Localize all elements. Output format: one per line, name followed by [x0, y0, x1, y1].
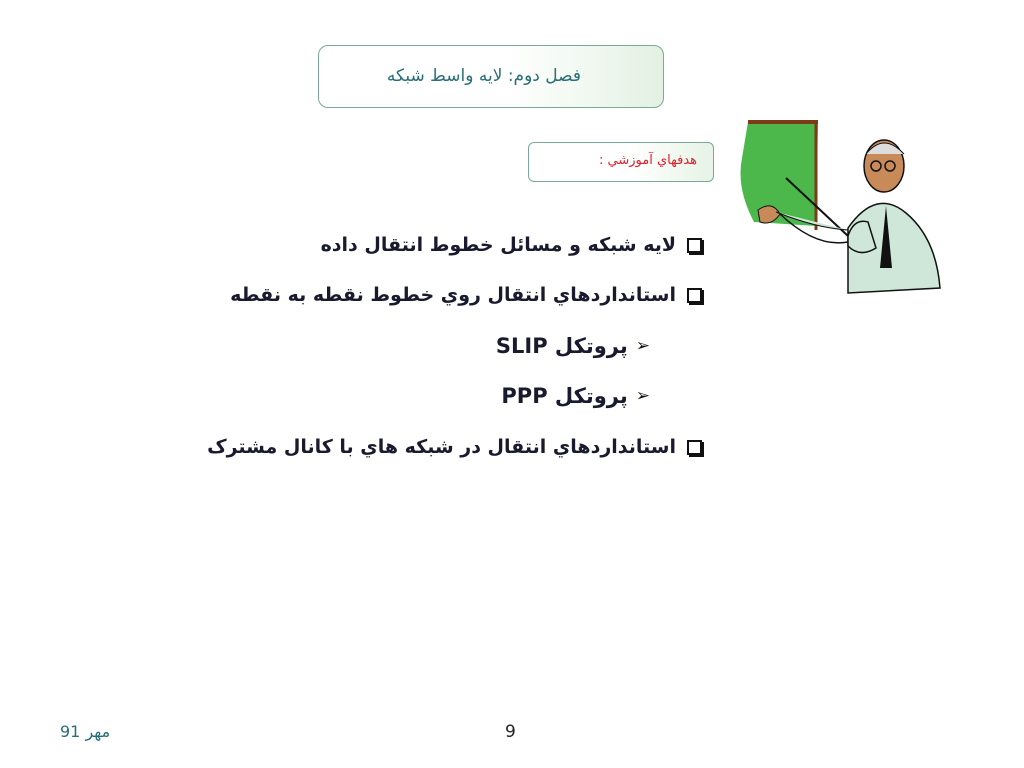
square-bullet-icon: [687, 288, 702, 303]
bullet-item: [321, 234, 702, 256]
arrow-bullet-icon: ➢: [635, 336, 650, 356]
title-box: [318, 45, 664, 108]
footer-date: مهر 91: [60, 722, 111, 741]
teacher-clipart-icon: [736, 118, 942, 298]
sub-bullet-item: [501, 384, 650, 408]
bullet-text: پروتکل SLIP: [495, 334, 628, 358]
slide-title: فصل دوم: لايه واسط شبکه: [386, 66, 581, 86]
bullet-item: [207, 436, 702, 458]
slide-subtitle: هدفهاي آموزشي :: [599, 153, 697, 168]
page-number: 9: [505, 722, 516, 742]
bullet-text: پروتکل PPP: [501, 384, 628, 408]
square-bullet-icon: [687, 440, 702, 455]
subtitle-box: [528, 142, 714, 182]
square-bullet-icon: [687, 238, 702, 253]
bullet-text: لايه شبکه و مسائل خطوط انتقال داده: [320, 234, 676, 256]
sub-bullet-item: [496, 334, 650, 358]
bullet-item: [230, 284, 702, 306]
bullet-text: استانداردهاي انتقال در شبکه هاي با کانال مشترک: [207, 436, 676, 458]
bullet-text: استانداردهاي انتقال روي خطوط نقطه به نقطه: [230, 284, 676, 306]
arrow-bullet-icon: ➢: [635, 386, 650, 406]
